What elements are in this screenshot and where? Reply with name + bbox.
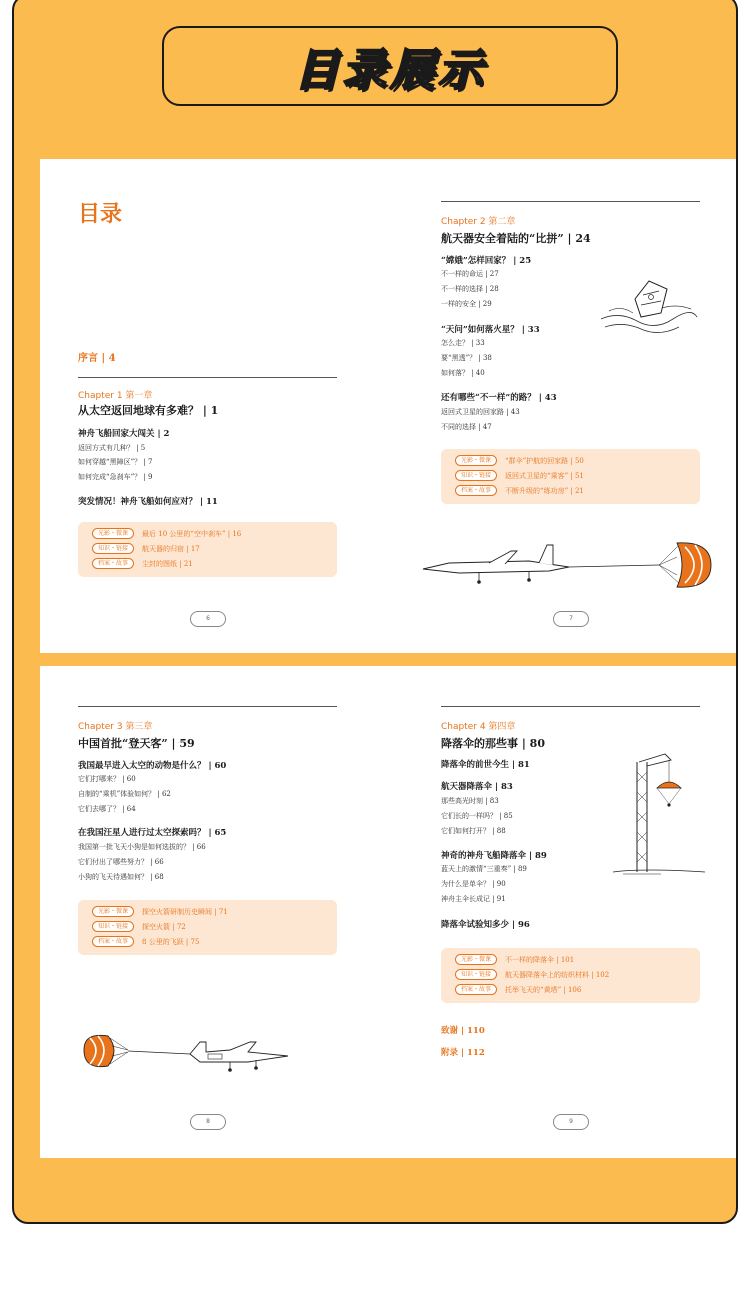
section-title: 降落伞的前世今生 | 81 (441, 760, 530, 770)
toc-item: 要“黑透”？ | 38 (441, 354, 492, 362)
category-tag: 知识・链接 (92, 921, 134, 932)
category-tag: 知识・链接 (455, 470, 497, 481)
toc-item: 如何穿越“黑障区”？ | 7 (78, 458, 153, 466)
toc-item: 返回式卫星的回家路 | 43 (441, 408, 520, 416)
toc-item: 它们如何打开？ | 88 (441, 827, 506, 835)
extras-box (441, 948, 700, 1003)
box-entry: 返回式卫星的“乘客” | 51 (505, 471, 584, 480)
section-title: 突发情况！神舟飞船如何应对？ | 11 (78, 497, 218, 507)
section-title: 神奇的神舟飞船降落伞 | 89 (441, 851, 547, 861)
category-tag: 档案・故事 (92, 558, 134, 569)
appendix-entry: 附录 | 112 (441, 1048, 485, 1058)
toc-item: 我国第一批飞天小狗是如何选拔的？ | 66 (78, 843, 206, 851)
category-tag: 知识・链接 (92, 543, 134, 554)
category-tag: 档案・故事 (455, 984, 497, 995)
toc-item: 不同的选择 | 47 (441, 423, 492, 431)
page-number: 6 (190, 611, 226, 627)
section-title: 降落伞试验知多少 | 96 (441, 920, 530, 930)
toc-item: 神舟主伞长成记 | 91 (441, 895, 506, 903)
section-title: 在我国汪星人进行过太空探索吗？ | 65 (78, 828, 227, 838)
toc-spread-pages-6-7 (40, 159, 738, 653)
toc-item: 它们付出了哪些努力？ | 66 (78, 858, 164, 866)
box-row (455, 470, 584, 481)
page-number: 9 (553, 1114, 589, 1130)
box-entry: 托举飞天的“黄塔” | 106 (505, 985, 582, 994)
category-tag: 档案・故事 (92, 936, 134, 947)
acknowledgements-entry: 致谢 | 110 (441, 1026, 485, 1036)
extras-box (441, 449, 700, 504)
box-row (455, 455, 584, 466)
box-entry: 航天器降落伞上的纺织材料 | 102 (505, 970, 610, 979)
toc-item: 如何完成“急刹车”？ | 9 (78, 473, 153, 481)
chapter-rule (441, 201, 700, 202)
box-row (455, 485, 584, 496)
chapter-label: Chapter 2 第二章 (441, 217, 516, 227)
extras-box (78, 522, 337, 577)
box-row (92, 906, 228, 917)
outer-frame (12, 0, 738, 1224)
chapter-rule (78, 706, 337, 707)
toc-item: 它们去哪了？ | 64 (78, 805, 136, 813)
plane-drag-chute-illustration (419, 537, 719, 592)
box-row (455, 954, 574, 965)
page-9 (389, 666, 738, 1158)
box-entry: 探空火箭 | 72 (142, 922, 186, 931)
toc-item: 不一样的选择 | 28 (441, 285, 499, 293)
page-number: 8 (190, 1114, 226, 1130)
box-row (455, 969, 609, 980)
category-tag: 光影・微课 (455, 954, 497, 965)
preface-entry: 序言 | 4 (78, 353, 116, 364)
section-title: 我国最早进入太空的动物是什么？ | 60 (78, 761, 227, 771)
chapter-title: 航天器安全着陆的“比拼” | 24 (441, 232, 591, 245)
toc-item: 自制的“乘机”体验如何？ | 62 (78, 790, 171, 798)
section-title: 还有哪些“不一样”的路？ | 43 (441, 393, 557, 403)
category-tag: 光影・微课 (92, 906, 134, 917)
section-title: “天问”如何落火星？ | 33 (441, 325, 540, 335)
drop-tower-parachute-illustration (609, 752, 709, 882)
chapter-title: 中国首批“登天客” | 59 (78, 737, 195, 750)
toc-item: 不一样的命运 | 27 (441, 270, 499, 278)
box-entry: 8 公里的飞跃 | 75 (142, 937, 200, 946)
title-banner (162, 26, 618, 106)
section-title: 航天器降落伞 | 83 (441, 782, 513, 792)
page-8 (40, 666, 389, 1158)
box-entry: 探空火箭研制历史瞬间 | 71 (142, 907, 228, 916)
box-row (92, 936, 199, 947)
toc-item: 怎么走？ | 33 (441, 339, 485, 347)
jet-drag-chute-illustration (80, 1028, 300, 1078)
box-entry: “群伞”护航的回家路 | 50 (505, 456, 584, 465)
chapter-label: Chapter 4 第四章 (441, 722, 516, 732)
toc-item: 它们打哪来？ | 60 (78, 775, 136, 783)
box-entry: 尘封的图纸 | 21 (142, 559, 193, 568)
toc-item: 为什么是单伞？ | 90 (441, 880, 506, 888)
category-tag: 光影・微课 (455, 455, 497, 466)
chapter-title: 从太空返回地球有多难？ | 1 (78, 404, 219, 417)
capsule-splashdown-illustration (599, 269, 699, 339)
chapter-rule (78, 377, 337, 378)
box-row (92, 543, 200, 554)
page-6 (40, 159, 389, 653)
toc-item: 那些高光时刻 | 83 (441, 797, 499, 805)
toc-item: 小狗的飞天待遇如何？ | 68 (78, 873, 164, 881)
toc-heading: 目录 (78, 202, 123, 227)
box-row (92, 921, 186, 932)
toc-item: 返回方式有几种？ | 5 (78, 444, 146, 452)
toc-item: 它们长的一样吗？ | 85 (441, 812, 513, 820)
chapter-title: 降落伞的那些事 | 80 (441, 737, 545, 750)
extras-box (78, 900, 337, 955)
box-row (92, 528, 241, 539)
box-entry: 航天器的归宿 | 17 (142, 544, 200, 553)
category-tag: 光影・微课 (92, 528, 134, 539)
page-number: 7 (553, 611, 589, 627)
section-title: “嫦娥”怎样回家？ | 25 (441, 256, 532, 266)
toc-item: 蓝天上的激情“三重奏” | 89 (441, 865, 527, 873)
category-tag: 档案・故事 (455, 485, 497, 496)
box-entry: 不一样的降落伞 | 101 (505, 955, 575, 964)
box-entry: 最后 10 公里的“空中刹车” | 16 (142, 529, 242, 538)
toc-spread-pages-8-9 (40, 666, 738, 1158)
chapter-label: Chapter 1 第一章 (78, 391, 153, 401)
toc-item: 如何落？ | 40 (441, 369, 485, 377)
category-tag: 知识・链接 (455, 969, 497, 980)
banner-title: 目录展示 (294, 45, 486, 96)
box-row (92, 558, 193, 569)
section-title: 神舟飞船回家大闯关 | 2 (78, 429, 170, 439)
page-7 (389, 159, 738, 653)
box-entry: 不断升级的“练功房” | 21 (505, 486, 584, 495)
toc-item: 一样的安全 | 29 (441, 300, 492, 308)
chapter-label: Chapter 3 第三章 (78, 722, 153, 732)
box-row (455, 984, 581, 995)
chapter-rule (441, 706, 700, 707)
